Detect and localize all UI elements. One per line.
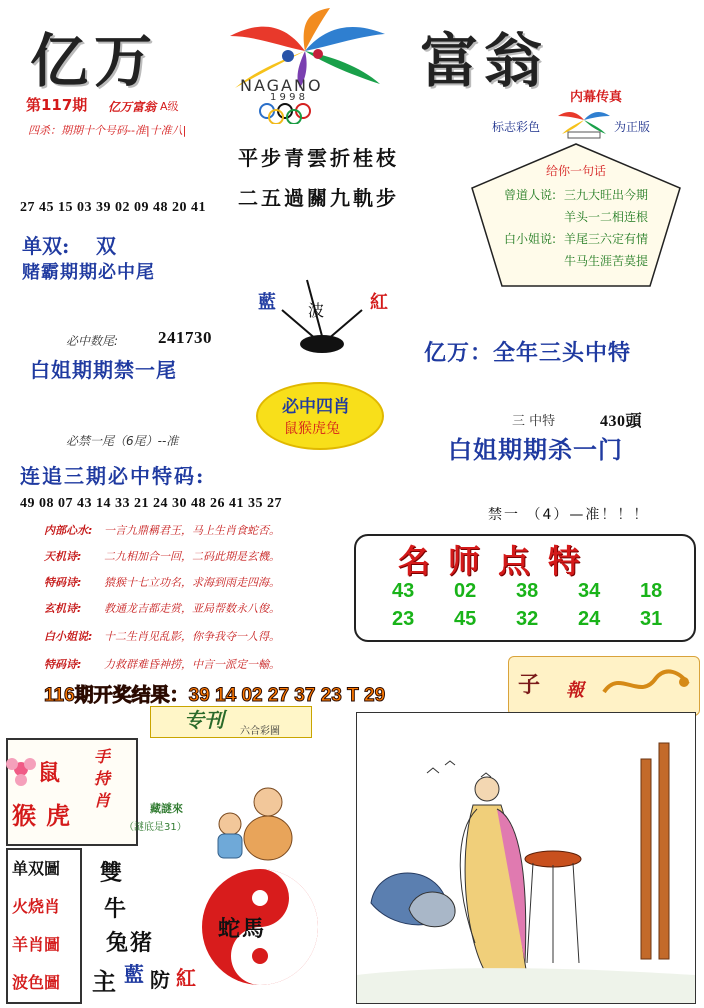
tail-sub: 白姐期期禁一尾 bbox=[30, 358, 177, 382]
tail-label: 必中数尾: bbox=[66, 334, 119, 348]
danshuang-sub: 赌霸期期必中尾 bbox=[22, 262, 155, 283]
zhuankan-sub: 六合彩圖 bbox=[240, 726, 280, 737]
issue-brand: 亿万富翁 bbox=[108, 100, 157, 114]
issue-grade: A级 bbox=[160, 100, 179, 113]
bottom-label: 羊肖圖 bbox=[12, 935, 61, 954]
fax-right: 为正版 bbox=[614, 120, 651, 134]
riddle-tag-2: （謎底是31） bbox=[124, 822, 187, 833]
mingshi-number: 32 bbox=[516, 608, 539, 630]
mingshi-title: 名师点特 bbox=[398, 542, 599, 580]
title-right: 富翁 bbox=[420, 27, 549, 95]
fax-left: 标志彩色 bbox=[492, 120, 541, 134]
title-left: 亿万 bbox=[30, 27, 159, 95]
wave-mid: 波 bbox=[308, 301, 325, 320]
cartoon-kids-icon bbox=[200, 784, 320, 864]
olympic-logo bbox=[210, 6, 400, 126]
gift-row: 牛马生涯苦莫提 bbox=[564, 254, 649, 268]
poem-row: 玄机诗: 教通龙吉都走赏，亚局帮数永八俊。 bbox=[44, 602, 280, 615]
mingshi-number: 34 bbox=[578, 580, 601, 602]
olympic-rings-icon bbox=[255, 102, 335, 124]
riddle-side: 手持肖 bbox=[94, 747, 111, 810]
wave-blue: 藍 bbox=[258, 292, 276, 313]
bottom-tuzhu: 兔猪 bbox=[106, 931, 155, 956]
wave-red: 紅 bbox=[370, 292, 388, 313]
poem-row: 特码诗: 猿猴十七立功名，求海到雨走四海。 bbox=[44, 576, 280, 589]
mingshi-number: 18 bbox=[640, 580, 663, 602]
dragon-icon bbox=[600, 662, 692, 708]
bottom-zhu: 主 bbox=[92, 968, 116, 996]
zibao-zi: 子 bbox=[518, 673, 541, 698]
bottom-shuang: 雙 bbox=[100, 861, 123, 886]
bottom-fang: 防 bbox=[150, 968, 170, 992]
gift-list bbox=[504, 184, 648, 272]
riddle-shu: 鼠 bbox=[38, 761, 61, 786]
mingshi-number: 43 bbox=[392, 580, 415, 602]
poem-row: 白小姐说: 十二生肖见乱影，你争我夺一人得。 bbox=[44, 630, 280, 643]
numbers-line-1: 27 45 15 03 39 02 09 48 20 41 bbox=[20, 200, 206, 215]
mingshi-number: 24 bbox=[578, 608, 601, 630]
logo-year: 1 9 9 8 bbox=[270, 92, 305, 103]
small-logo-icon bbox=[556, 106, 612, 140]
bottom-niu: 牛 bbox=[104, 897, 127, 922]
gift-title: 给你一句话 bbox=[546, 164, 607, 178]
poem-row: 内部心水: 一言九鼎稱君王，马上生肖食蛇否。 bbox=[44, 524, 280, 537]
fax-title: 内幕传真 bbox=[570, 90, 623, 105]
sanzhong-value: 430頭 bbox=[600, 413, 643, 430]
sixiao-sub: 鼠猴虎兔 bbox=[284, 421, 340, 437]
riddle-tag: 藏謎來 bbox=[150, 802, 183, 815]
zhuankan-banner bbox=[150, 706, 312, 738]
jinmen-text: 禁一 （4）—准！！！ bbox=[488, 507, 650, 523]
issue-label: 第117期 bbox=[26, 96, 88, 114]
sanzhong-sub: 白姐期期杀一门 bbox=[448, 435, 623, 464]
jinwei-text: 必禁一尾（6尾）--准 bbox=[66, 434, 179, 448]
flower-icon bbox=[4, 752, 38, 786]
mingshi-number: 23 bbox=[392, 608, 415, 630]
poem-line-1: 平步青雲折桂枝 bbox=[238, 146, 399, 170]
lianzhui-title: 连追三期必中特码: bbox=[20, 464, 206, 488]
logo-text: NAGANO bbox=[240, 76, 323, 95]
poem-line-2: 二五過關九軌步 bbox=[238, 186, 399, 210]
danshuang-label: 单双: bbox=[22, 234, 70, 258]
yiwan-slogan: 亿万：全年三头中特 bbox=[424, 340, 632, 366]
zibao-bao: 報 bbox=[566, 680, 584, 701]
bottom-lan: 藍 bbox=[124, 962, 144, 986]
bottom-label: 波色圖 bbox=[12, 973, 61, 992]
numbers-line-2: 49 08 07 43 14 33 21 24 30 48 26 41 35 27 bbox=[20, 496, 282, 511]
gift-row: 羊头一二相连根 bbox=[564, 210, 649, 224]
mingshi-number: 45 bbox=[454, 608, 477, 630]
bottom-label: 火烧肖 bbox=[12, 897, 61, 916]
riddle-houhu: 猴虎 bbox=[12, 802, 80, 830]
gift-row: 曾道人说: 三九大旺出今期 bbox=[504, 188, 649, 202]
scholar-scene-icon bbox=[357, 713, 695, 1003]
bottom-label: 单双圖 bbox=[12, 859, 61, 878]
poem-row: 特码诗: 力救群难昏神捞，中言一派定一輸。 bbox=[44, 658, 280, 671]
bottom-hong: 紅 bbox=[176, 966, 196, 990]
sanzhong-label: 三 中特 bbox=[512, 414, 556, 429]
zhuankan-title: 专刊 bbox=[184, 708, 224, 732]
mingshi-number: 31 bbox=[640, 608, 663, 630]
gift-row: 白小姐说: 羊尾三六定有情 bbox=[504, 232, 649, 246]
sixiao-title: 必中四肖 bbox=[282, 397, 350, 417]
issue-note: 四杀：期期十个号码--准|十准八| bbox=[28, 124, 187, 137]
danshuang-value: 双 bbox=[96, 234, 116, 258]
scholar-illustration bbox=[356, 712, 696, 1004]
mingshi-number: 38 bbox=[516, 580, 539, 602]
mingshi-number: 02 bbox=[454, 580, 477, 602]
tail-value: 241730 bbox=[158, 328, 212, 347]
bottom-shema: 蛇馬 bbox=[218, 917, 267, 942]
result-line: 116期开奖结果：39 14 02 27 37 23 T 29 bbox=[44, 685, 386, 706]
poem-row: 天机诗: 二九相加合一回，二码此期是玄機。 bbox=[44, 550, 280, 563]
